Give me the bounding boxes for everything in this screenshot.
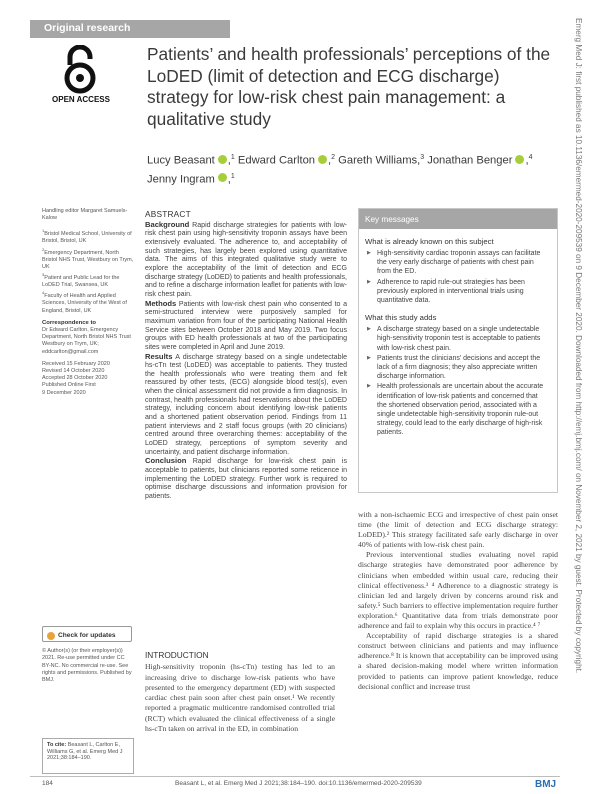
orcid-icon[interactable] — [515, 155, 524, 164]
check-for-updates-button[interactable] — [42, 626, 132, 642]
article-info-sidebar — [42, 208, 134, 402]
author-name[interactable]: Jonathan Benger — [427, 154, 513, 167]
affiliation: $^3$Patient and Public Lead for the LoDED Trial, Swansea, UK — [42, 272, 120, 289]
adds-heading: What this study adds — [365, 313, 437, 323]
affiliation-marker: 2 — [331, 154, 336, 161]
abstract-section: Methods Patients with low-risk chest pain who consented to a semi-structured interview were purposively sampled for maximum variation from four of the participating National Health Service sites between October 2018 and May 2019. Two focus groups with ED health professionals at two of the participating sites were completed in April and June 2019. — [145, 298, 347, 351]
bmj-logo[interactable]: BMJ — [535, 779, 557, 790]
correspondence-text[interactable]: Dr Edward Carlton, Emergency Department, North Bristol NHS Trust Westbury on Trym, UK; eddcarlton@gmail.com — [42, 326, 131, 355]
abstract-heading: ABSTRACT — [145, 209, 191, 219]
margin-note-text[interactable]: Emerg Med J: first published as 10.1136/emermed-2020-209539 on 9 December 2020. Downloaded from http://emj.bmj.com/ on November 2, 2021 by guest. Protected by copyright. — [574, 18, 583, 674]
key-messages-heading: Key messages — [359, 209, 557, 229]
list-item: ▶ A discharge strategy based on a single undetectable high-sensitivity troponin test is acceptable to patients with low-risk chest pain. — [367, 325, 549, 353]
open-access-label: OPEN ACCESS — [52, 95, 110, 104]
open-access-icon — [58, 45, 102, 95]
dates: Received 15 February 2020 Revised 14 October 2020 Accepted 28 October 2020 Published Online First 9 December 2020 — [42, 360, 110, 396]
orcid-icon[interactable] — [218, 155, 227, 164]
author-name[interactable]: Lucy Beasant — [147, 154, 215, 167]
page-number: 184 — [42, 780, 53, 787]
author-list: Lucy Beasant ,$^1$ Edward Carlton ,$^2$ Gareth Williams,$^3$ Jonathan Benger ,$^4$ Jenny Ingram ,$^1$ — [147, 154, 533, 186]
known-list — [359, 249, 557, 305]
abstract — [145, 210, 347, 502]
affiliation: $^1$Bristol Medical School, University of Bristol, Bristol, UK — [42, 228, 132, 245]
cite-box — [42, 738, 134, 774]
orcid-icon[interactable] — [218, 173, 227, 182]
handling-editor: Handling editor Margaret Samuels-Kalow — [42, 208, 128, 222]
section-banner: Original research — [30, 20, 230, 38]
body-paragraph: with a non-ischaemic ECG and irrespective of chest pain onset time (the limit of detection and ECG discharge strategy: LoDED).² This strategy facilitated safe early discharge in over 40% of patients with low-risk chest pain. — [358, 510, 558, 550]
author-name[interactable]: Edward Carlton — [237, 154, 316, 167]
check-for-updates-label: Check for updates — [58, 632, 116, 639]
author-name[interactable]: Gareth Williams — [338, 154, 418, 167]
footer-citation: Beasant L, et al. Emerg Med J 2021;38:184–190. doi:10.1136/emermed-2020-209539 — [175, 780, 422, 787]
key-messages-box — [358, 208, 558, 493]
affiliation: $^2$Emergency Department, North Bristol NHS Trust, Westbury on Trym, UK — [42, 246, 134, 270]
list-item: ▶ Adherence to rapid rule-out strategies has been previously explored in interventional trials using quantitative data. — [367, 278, 549, 306]
body-text-right — [358, 510, 558, 692]
correspondence-heading: Correspondence to — [42, 319, 97, 326]
affiliation-marker: 1 — [230, 172, 235, 180]
affiliation-marker: 3 — [420, 154, 425, 161]
article-title: Patients’ and health professionals’ perceptions of the LoDED (limit of detection and ECG discharge) strategy for low-risk chest pain management: a qualitative study — [147, 44, 551, 129]
cite-label: To cite: — [47, 742, 67, 748]
affiliation: $^4$Faculty of Health and Applied Sciences, University of the West of England, Bristol, UK — [42, 290, 127, 314]
orcid-icon[interactable] — [318, 155, 327, 164]
update-badge-icon — [47, 632, 55, 640]
footer-divider — [30, 776, 560, 777]
list-item: ▶ High-sensitivity cardiac troponin assays can facilitate the very early discharge of patients with chest pain from the ED. — [367, 249, 549, 277]
introduction-text: High-sensitivity troponin (hs-cTn) testing has led to an increasing drive to discharge low-risk patients who have presented to the emergency department (ED) with suspected cardiac chest pain soon after chest pain onset.¹ We recently reported a pragmatic multicentre randomised controlled trial (RCT) which evaluated the clinical effectiveness of a single hs-cTn taken on arrival in the ED, in combination — [145, 662, 335, 734]
affiliation-marker: 1 — [230, 154, 235, 161]
list-item: ▶ Patients trust the clinicians’ decisions and accept the lack of a firm diagnosis; they also appreciate written discharge information. — [367, 354, 549, 382]
author-name[interactable]: Jenny Ingram — [147, 173, 215, 186]
abstract-section: Conclusion Rapid discharge for low-risk chest pain is acceptable to patients, but clinicians reported some reticence in implementing the LoDED strategy. Further work is required to optimise discharge discussions and information provision for patients. — [145, 456, 347, 500]
abstract-section: Results A discharge strategy based on a single undetectable hs-cTn test (LoDED) was acceptable to patients. They trusted the health professionals who were treating them and felt reassured by other tests, (ECG) alongside blood test(s), even when the clinical assessment did not provide a firm diagnosis. In contrast, health professionals had reservations about the LoDED strategy, including concern about identifying low-risk patients and a shortened patient observation period. Findings from 11 patient interviews and 2 staff focus groups (with 20 clinicians) centred around three overarching themes: acceptability of the LoDED strategy, perceptions of symptom severity and uncertainty, and patient discharge information. — [145, 351, 347, 456]
introduction — [145, 650, 335, 734]
adds-list — [359, 325, 557, 437]
margin-download-note — [570, 18, 586, 778]
abstract-section: Background Rapid discharge strategies for patients with low-risk chest pain using high-sensitivity troponin assays have been extensively evaluated. The adherence to, and acceptability of such strategies, has largely been explored using quantitative data. The aims of this integrated qualitative study were to explore the acceptability of the limit of detection and ECG discharge strategy (LoDED) to patients and health professionals, and to refine a discharge information leaflet for patients with low-risk chest pain. — [145, 219, 348, 298]
affiliation-marker: 4 — [528, 154, 533, 161]
known-heading: What is already known on this subject — [365, 237, 494, 246]
cite-text: Beasant L, Carlton E, Williams G, et al. Emerg Med J 2021;38:184–190. — [47, 742, 123, 762]
license-text: © Author(s) (or their employer(s)) 2021. Re-use permitted under CC BY-NC. No commercial re-use. See rights and permissions. Published by BMJ. — [42, 648, 132, 684]
introduction-heading: INTRODUCTION — [145, 650, 209, 660]
body-paragraph: Acceptability of rapid discharge strategies is a shared construct between clinicians and patients and may influence adherence.⁸ It is known that acceptability can be improved using a shared decision-making model where written information provided to patients can improve patient knowledge, reduce decisional conflict and increase trust — [358, 631, 558, 691]
body-paragraph: Previous interventional studies evaluating novel rapid discharge strategies have demonstrated poor adherence by clinicians when embedded within usual care, reducing their clinical effectiveness.³ ⁴ Adherence to a diagnostic strategy is clinician led and largely driven by concerns around risk and safety.⁵ Such barriers to effective implementation require further exploration.⁶ Quantitative data from trials demonstrate poor adherence and fail to explain why this occurs in practice.⁴ ⁷ — [358, 550, 558, 631]
list-item: ▶ Health professionals are uncertain about the accurate identification of low-risk patients and concerned that the shortened observation period, associated with a single undetectable high-sensitivity troponin rule-out strategy, could lead to the early discharge of high-risk patients. — [367, 382, 549, 437]
